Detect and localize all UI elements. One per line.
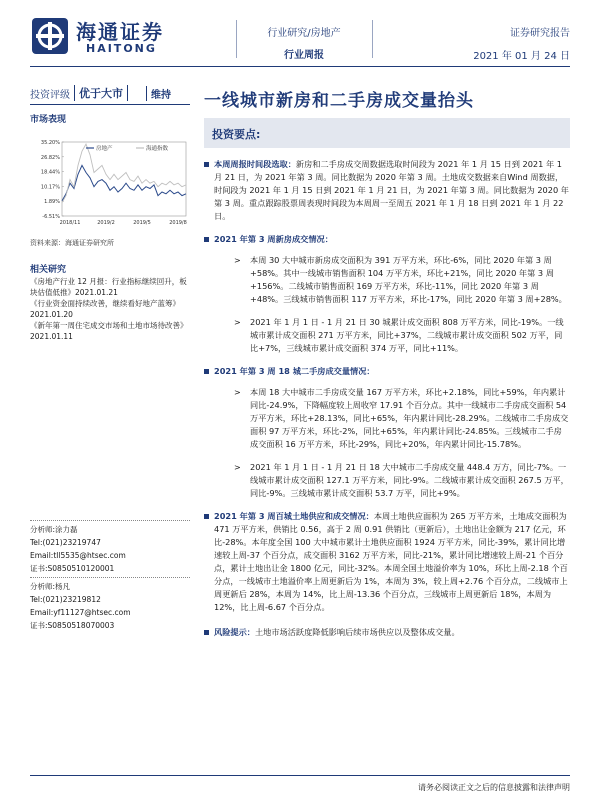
summary-paragraph	[204, 626, 570, 639]
related-research-heading: 相关研究	[30, 265, 67, 275]
paragraph-lead: 2021 年第 3 周新房成交情况：	[214, 234, 333, 244]
report-date: 2021 年 01 月 24 日	[473, 51, 570, 62]
rating-value: 优于大市	[74, 85, 128, 101]
square-bullet-icon	[204, 514, 209, 519]
analyst-email[interactable]: Email:yf11127@htsec.com	[30, 608, 131, 617]
sub-list	[234, 254, 570, 355]
x-tick-label: 2019/8	[169, 220, 187, 226]
summary-heading: 投资要点:	[212, 128, 261, 141]
summary-body	[204, 158, 570, 639]
sidebar-rule	[30, 104, 190, 105]
report-title: 一线城市新房和二手房成交量抬头	[204, 91, 474, 111]
rating-label: 投资评级	[30, 89, 70, 101]
analyst-card	[30, 520, 190, 575]
sub-point	[234, 386, 570, 451]
y-tick-label: 35.20%	[40, 140, 60, 146]
sidebar-market-heading-wrap	[30, 112, 190, 125]
logo-chinese-name: 海通证券	[76, 20, 164, 44]
x-tick-label: 2019/2	[97, 220, 115, 226]
header-divider	[236, 20, 237, 58]
sub-point-text: 2021 年 1 月 1 日 - 1 月 21 日 18 大中城市二手房成交量 448.4 万方，同比-7%。一线城市累计成交面积 127.1 万平方米，同比-9%。二线城市累计成交面积 267.5 万平，同比-9%。三线城市累计成交面积 53.7 万平，同比+9%。	[250, 462, 569, 498]
related-research-item[interactable]: 《房地产行业 12 月报：行业指标继续回升，板块估值低推》2021.01.21	[30, 277, 187, 297]
analyst-contacts	[30, 520, 190, 632]
y-tick-label: 10.17%	[40, 184, 60, 191]
investment-rating	[30, 84, 171, 102]
summary-paragraph	[204, 510, 570, 614]
arrow-bullet-icon: >	[234, 256, 241, 265]
y-tick-label: 1.89%	[44, 199, 60, 206]
summary-paragraph	[204, 365, 570, 378]
analyst-tel: Tel:(021)23219747	[30, 538, 101, 547]
market-chart-svg	[30, 136, 190, 232]
square-bullet-icon	[204, 162, 209, 167]
report-category-block	[254, 24, 354, 61]
paragraph-text: 新房和二手房成交周数据选取时间段为 2021 年 1 月 15 日到 2021 年 1 月 21 日，为 2021 年第 3 周。同比数据为 2020 年第 3 周。土地成交数据来自Wind 周数据，时间段为 2021 年 1 月 15 日到 2021 年 1 月 21 日，为 2021 年第 3 周。同比数据为 2020 年第 3 周。重点跟踪股票周表现时间段为本周周一至周五 2021 年 1 月 18 日到 2021 年 1 月 22 日。	[214, 159, 569, 221]
related-research-item[interactable]: 《行业资金面持续改善，继续看好地产蓝筹》2021.01.20	[30, 299, 180, 319]
haitong-logo-icon	[30, 16, 70, 56]
analyst-name: 分析师:涂力磊	[30, 525, 78, 534]
sub-point-text: 本周 30 大中城市新房成交面积为 391 万平方米，环比-6%，同比 2020 年第 3 周+58%。其中一线城市销售面积 104 万平方米，环比+21%，同比 2020 年第 3 周+156%。二线城市销售面积 169 万平方米，环比-11%，同比 2020 年第 3 周+48%。三线城市销售面积 117 万平方米，环比-17%，同比 2020 年第 3 周+28%。	[250, 255, 567, 304]
y-tick-label: 26.82%	[40, 154, 60, 161]
analyst-email[interactable]: Email:tll5535@htsec.com	[30, 551, 126, 560]
analyst-cert: 证书:S0850510120001	[30, 564, 115, 573]
sub-point	[234, 316, 570, 355]
sub-point	[234, 254, 570, 306]
sub-point	[234, 461, 570, 500]
square-bullet-icon	[204, 630, 209, 635]
company-logo	[30, 14, 180, 58]
report-category: 行业研究/房地产	[267, 28, 341, 39]
paragraph-text: 土地市场活跃度降低影响后续市场供应以及整体成交量。	[254, 627, 460, 637]
analyst-tel: Tel:(021)23219812	[30, 595, 101, 604]
chart-source: 资料来源：海通证券研究所	[30, 239, 114, 247]
logo-english-name: HAITONG	[86, 42, 157, 55]
legend-label: 海通指数	[146, 146, 169, 152]
summary-paragraph	[204, 158, 570, 223]
paragraph-lead: 2021 年第 3 周 18 城二手房成交量情况：	[214, 366, 375, 376]
market-performance-heading: 市场表现	[30, 115, 67, 125]
x-tick-label: 2018/11	[59, 220, 81, 226]
paragraph-text: 本周土地供应面积为 265 万平方米，土地成交面积为 471 万平方米，供销比 0.56，高于 2 周 0.91 供销比（更新后），土地出让金额为 217 亿元，环比-28%。本年度全国 100 大中城市累计土地供应面积 1924 万平方米，同比-39%，累计同比增速较上周-37 个百分点，成交面积 3162 万平方米，同比-21%，累计同比增速较上周-21 个百分点，累计土地出让金 1800 亿元，同比-32%。本周全国土地溢价率为 10%，环比上周-2.18 个百分点，一线城市土地溢价率上周更新后为 1%，本周为 3%，较上周+2.76 个百分点，二线城市上周更新后 28%，本周为 14%，比上周-13.36 个百分点，三线城市上周更新后 18%，本周为 12%，比上周-6.67 个百分点。	[214, 511, 568, 612]
sub-point-text: 2021 年 1 月 1 日 - 1 月 21 日 30 城累计成交面积 808 万平方米，同比-19%。一线城市累计成交面积 271 万平方米，同比+37%，二线城市累计成交面积 502 万平，同比+7%，三线城市累计成交面积 374 万平，同比+11%。	[250, 317, 564, 353]
related-research-list	[30, 276, 188, 342]
analyst-name: 分析师:杨凡	[30, 582, 71, 591]
footer-rule	[30, 775, 570, 776]
x-tick-label: 2019/5	[133, 220, 151, 226]
series-line-haitong-index	[62, 144, 186, 203]
header-divider	[372, 20, 373, 58]
y-tick-label: -6.51%	[42, 214, 60, 220]
analyst-card	[30, 577, 190, 632]
chart-plot-frame	[62, 142, 186, 216]
square-bullet-icon	[204, 237, 209, 242]
y-tick-label: 18.44%	[40, 169, 60, 176]
sub-point-text: 本周 18 大中城市二手房成交量 167 万平方米，环比+2.18%，同比+59%，年内累计同比-24.9%，下降幅度较上周收窄 17.91 个百分点。其中一线城市二手房成交面积 54 万平方米，环比+28.13%，同比+65%，年内累计同比-28.29%。二线城市二手房成交面积 97 万平方米，环比-2%，同比+65%，年内累计同比-24.85%。三线城市二手房成交面积 16 万平方米，环比-29%，同比+20%，年内累计同比-15.78%。	[250, 387, 569, 449]
page-header	[0, 0, 600, 62]
square-bullet-icon	[204, 369, 209, 374]
paragraph-lead: 本周周报时间段选取：	[214, 159, 296, 169]
arrow-bullet-icon: >	[234, 388, 241, 397]
arrow-bullet-icon: >	[234, 463, 241, 472]
summary-paragraph	[204, 233, 570, 246]
legend-label: 房地产	[96, 146, 113, 152]
header-rule	[30, 66, 570, 67]
report-meta-block	[473, 24, 570, 62]
market-performance-chart	[30, 136, 190, 232]
page-footer: 请务必阅读正文之后的信息披露和法律声明	[418, 783, 570, 792]
report-type: 行业周报	[284, 50, 324, 61]
sub-list	[234, 386, 570, 500]
arrow-bullet-icon: >	[234, 318, 241, 327]
summary-heading-bar	[204, 118, 570, 148]
related-research-item[interactable]: 《新年第一周住宅成交市场和土地市场待改善》2021.01.11	[30, 321, 188, 341]
analyst-cert: 证书:S0850518070003	[30, 621, 115, 630]
report-kind: 证券研究报告	[510, 28, 570, 39]
paragraph-lead: 2021 年第 3 周百城土地供应和成交情况：	[214, 511, 374, 521]
rating-status: 维持	[146, 86, 171, 101]
paragraph-lead: 风险提示：	[214, 627, 255, 637]
